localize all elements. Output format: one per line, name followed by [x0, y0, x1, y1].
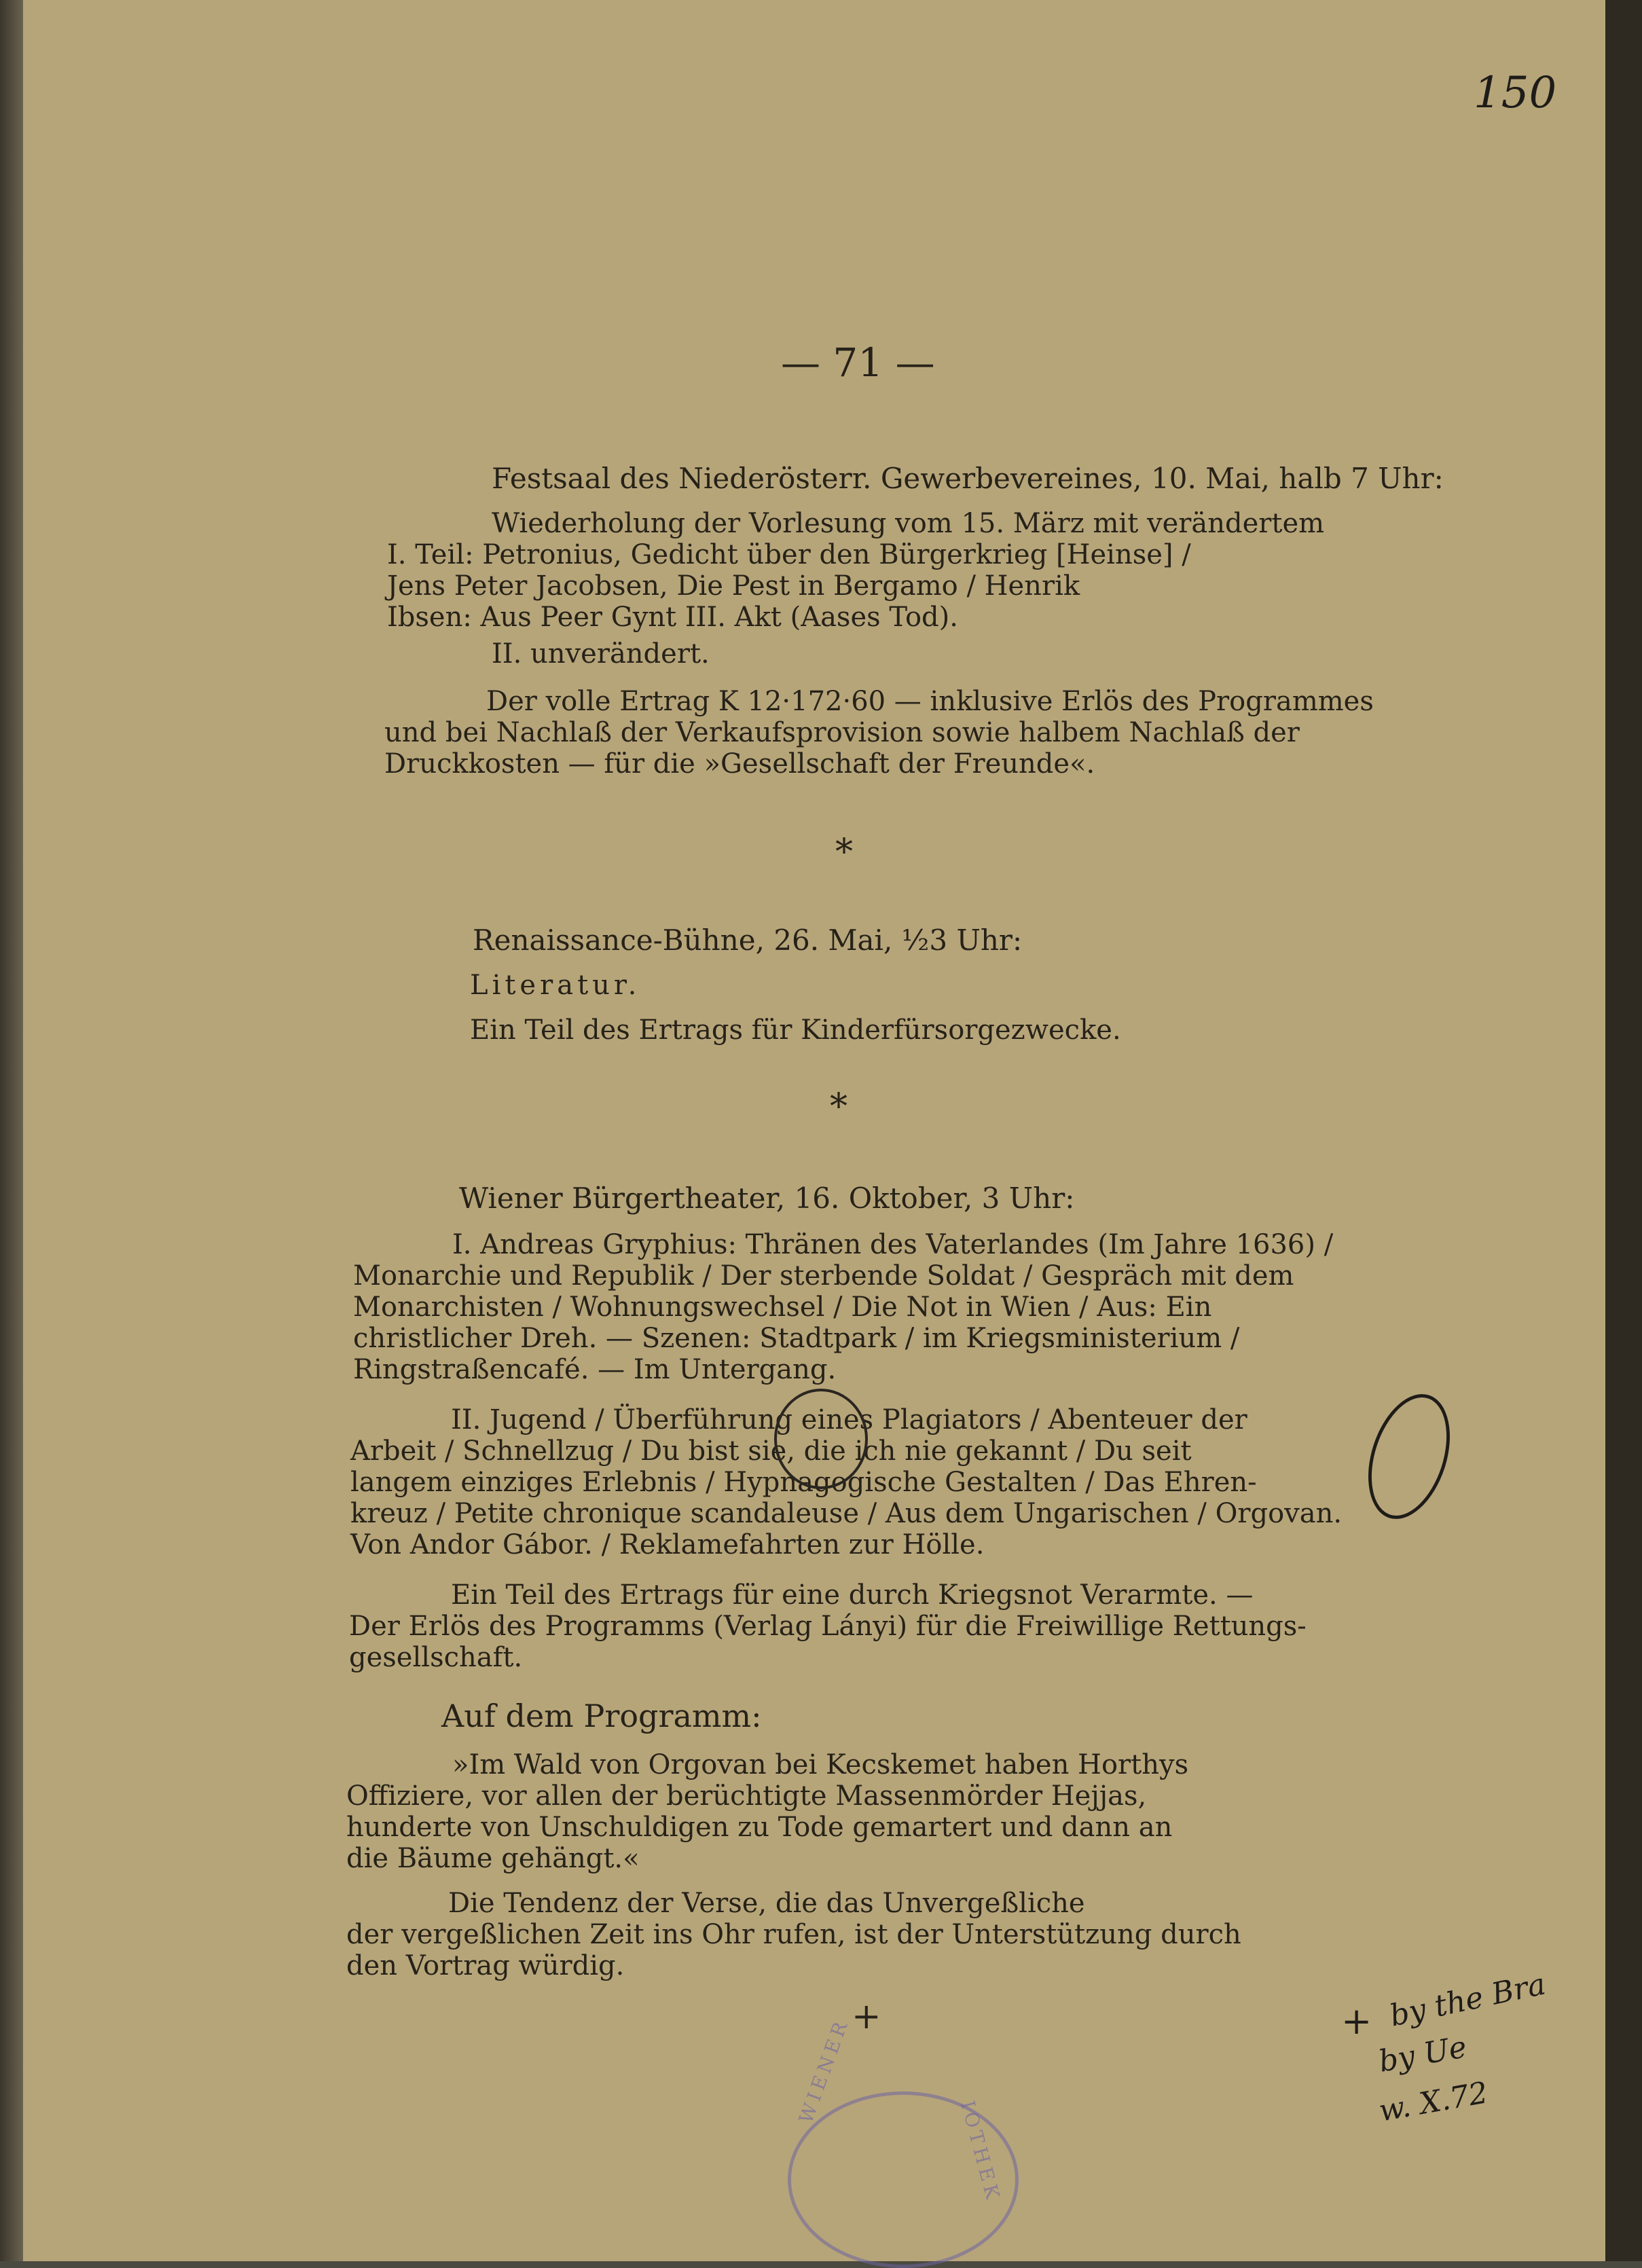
section3-line: Monarchie und Republik / Der sterbende Soldat / Gespräch mit dem	[353, 1260, 1294, 1292]
section3-heading: Wiener Bürgertheater, 16. Oktober, 3 Uhr:	[459, 1182, 1075, 1215]
section3-line: II. Jugend / Überführung eines Plagiators / Abenteuer der	[451, 1404, 1247, 1435]
section4-line: Offiziere, vor allen der berüchtigte Massenmörder Hejjas,	[346, 1780, 1147, 1812]
separator-star: *	[830, 1086, 847, 1127]
section4-line: der vergeßlichen Zeit ins Ohr rufen, ist der Unterstützung durch	[346, 1919, 1241, 1950]
section2-line: Literatur.	[470, 970, 641, 1001]
handwritten-plus: +	[1341, 2000, 1372, 2043]
handwritten-note: w. X.72	[1376, 2075, 1491, 2129]
section4-line: hunderte von Unschuldigen zu Tode gemartert und dann an	[346, 1812, 1173, 1843]
left-page-edge	[0, 0, 23, 2261]
section3-line: christlicher Dreh. — Szenen: Stadtpark / im Kriegsministerium /	[353, 1323, 1240, 1354]
handwritten-note: by the Bra	[1387, 1967, 1549, 2034]
section3-line: Monarchisten / Wohnungswechsel / Die Not in Wien / Aus: Ein	[353, 1292, 1212, 1323]
end-mark: +	[852, 1996, 881, 2037]
section3-line: I. Andreas Gryphius: Thränen des Vaterlandes (Im Jahre 1636) /	[452, 1229, 1334, 1260]
handwritten-note: by Ue	[1376, 2030, 1470, 2079]
section3-line: Von Andor Gábor. / Reklamefahrten zur Hölle.	[350, 1529, 985, 1560]
section4-line: Die Tendenz der Verse, die das Unvergeßliche	[448, 1888, 1085, 1919]
section4-line: die Bäume gehängt.«	[346, 1843, 640, 1874]
section1-line: Der volle Ertrag K 12·172·60 — inklusive Erlös des Programmes	[486, 686, 1374, 717]
section4-heading: Auf dem Programm:	[441, 1698, 762, 1734]
right-binding-edge	[1605, 0, 1642, 2261]
section3-line: langem einziges Erlebnis / Hypnagogische Gestalten / Das Ehren-	[350, 1467, 1257, 1498]
section3-line: Ein Teil des Ertrags für eine durch Kriegsnot Verarmte. —	[451, 1579, 1254, 1611]
section3-line: Arbeit / Schnellzug / Du bist sie, die ich nie gekannt / Du seit	[350, 1435, 1192, 1467]
pencil-circle-mark	[774, 1389, 868, 1489]
page-number: — 71 —	[781, 340, 935, 386]
section1-line: Wiederholung der Vorlesung vom 15. März mit verändertem	[492, 508, 1325, 539]
section1-line: Druckkosten — für die »Gesellschaft der Freunde«.	[384, 748, 1095, 780]
section1-heading: Festsaal des Niederösterr. Gewerbevereines, 10. Mai, halb 7 Uhr:	[492, 462, 1444, 495]
section2-line: Ein Teil des Ertrags für Kinderfürsorgezwecke.	[470, 1014, 1121, 1046]
section1-line: I. Teil: Petronius, Gedicht über den Bürgerkrieg [Heinse] /	[387, 539, 1191, 570]
folio-number: 150	[1474, 68, 1557, 118]
section1-line: Ibsen: Aus Peer Gynt III. Akt (Aases Tod).	[387, 602, 958, 633]
section2-heading: Renaissance-Bühne, 26. Mai, ½3 Uhr:	[473, 923, 1023, 957]
separator-star: *	[835, 832, 853, 873]
stamp-text-left: WIENER	[795, 2015, 854, 2127]
stamp-text-right: IOTHEK	[956, 2098, 1005, 2206]
section4-line: »Im Wald von Orgovan bei Kecskemet haben Horthys	[452, 1749, 1189, 1780]
section3-line: kreuz / Petite chronique scandaleuse / Aus dem Ungarischen / Orgovan.	[350, 1498, 1343, 1529]
section3-line: gesellschaft.	[349, 1642, 523, 1673]
section1-line: und bei Nachlaß der Verkaufsprovision sowie halbem Nachlaß der	[384, 717, 1300, 748]
section3-line: Ringstraßencafé. — Im Untergang.	[353, 1354, 837, 1385]
section4-line: den Vortrag würdig.	[346, 1950, 625, 1981]
section1-line: Jens Peter Jacobsen, Die Pest in Bergamo / Henrik	[387, 570, 1080, 602]
section1-line: II. unverändert.	[492, 638, 710, 670]
section3-line: Der Erlös des Programms (Verlag Lányi) für die Freiwillige Rettungs-	[349, 1611, 1307, 1642]
